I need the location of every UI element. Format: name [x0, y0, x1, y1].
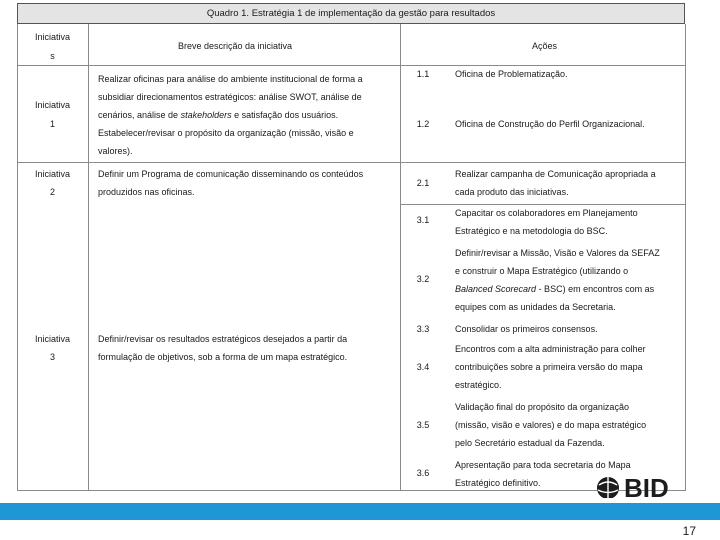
- action-number: 2.1: [416, 178, 430, 188]
- globe-icon: [596, 468, 696, 498]
- row-description-line: Definir um Programa de comunicação disseminando os conteúdos: [98, 169, 364, 179]
- action-text: equipes com as unidades da Secretaria.: [455, 302, 616, 312]
- action-text: Encontros com a alta administração para colher: [455, 344, 646, 354]
- row-description-line: cenários, análise de stakeholders e satisfação dos usuários.: [98, 110, 339, 120]
- action-text: Oficina de Problematização.: [455, 69, 568, 79]
- header-description: Breve descrição da iniciativa: [178, 41, 293, 51]
- action-text: Realizar campanha de Comunicação apropriada a: [455, 169, 656, 179]
- row-initiative-label: Iniciativa: [34, 334, 70, 344]
- row-description-line: Definir/revisar os resultados estratégicos desejados a partir da: [98, 334, 348, 344]
- header-actions: Ações: [532, 41, 558, 51]
- action-text: contribuições sobre a primeira versão do mapa: [455, 362, 643, 372]
- action-number: 3.2: [416, 274, 430, 284]
- row-description-line: subsidiar direcionamentos estratégicos: análise SWOT, análise de: [98, 92, 362, 102]
- action-text: Definir/revisar a Missão, Visão e Valores da SEFAZ: [455, 248, 660, 258]
- action-number: 3.6: [416, 468, 430, 478]
- action-text: e construir o Mapa Estratégico (utilizando o: [455, 266, 629, 276]
- action-text: pelo Secretário estadual da Fazenda.: [455, 438, 605, 448]
- row-initiative-number: 3: [49, 352, 55, 362]
- header-initiative-suffix: s: [50, 51, 55, 61]
- action-number: 1.1: [416, 69, 430, 79]
- row-initiative-label: Iniciativa: [34, 100, 70, 110]
- row-initiative-label: Iniciativa: [34, 169, 70, 179]
- row-initiative-number: 1: [49, 119, 55, 129]
- action-number: 3.4: [416, 362, 430, 372]
- logo-text: BID: [624, 473, 669, 498]
- row-description-line: valores).: [98, 146, 133, 156]
- action-text: (missão, visão e valores) e do mapa estratégico: [455, 420, 647, 430]
- row-description-line: Realizar oficinas para análise do ambiente institucional de forma a: [98, 74, 363, 84]
- action-text: Balanced Scorecard - BSC) em encontros com as: [455, 284, 655, 294]
- action-text: Estratégico e na metodologia do BSC.: [455, 226, 608, 236]
- action-text: cada produto das iniciativas.: [455, 187, 569, 197]
- action-text: Estratégico definitivo.: [455, 478, 541, 488]
- action-number: 3.1: [416, 215, 430, 225]
- table-caption: Quadro 1. Estratégia 1 de implementação da gestão para resultados: [17, 3, 685, 24]
- page-number: 17: [682, 524, 696, 538]
- action-text: Apresentação para toda secretaria do Mapa: [455, 460, 631, 470]
- action-number: 3.5: [416, 420, 430, 430]
- row-description-line: formulação de objetivos, sob a forma de um mapa estratégico.: [98, 352, 348, 362]
- row-description-line: Estabelecer/revisar o propósito da organização (missão, visão e: [98, 128, 354, 138]
- row-description-line: produzidos nas oficinas.: [98, 187, 195, 197]
- action-text: Consolidar os primeiros consensos.: [455, 324, 598, 334]
- action-text: Oficina de Construção do Perfil Organizacional.: [455, 119, 645, 129]
- action-text: Capacitar os colaboradores em Planejamento: [455, 208, 638, 218]
- action-text: Validação final do propósito da organização: [455, 402, 629, 412]
- bid-logo: [596, 468, 696, 498]
- footer-band: [0, 503, 720, 520]
- action-text: estratégico.: [455, 380, 502, 390]
- action-number: 3.3: [416, 324, 430, 334]
- action-number: 1.2: [416, 119, 430, 129]
- row-initiative-number: 2: [49, 187, 55, 197]
- header-initiative: Iniciativa: [34, 32, 70, 42]
